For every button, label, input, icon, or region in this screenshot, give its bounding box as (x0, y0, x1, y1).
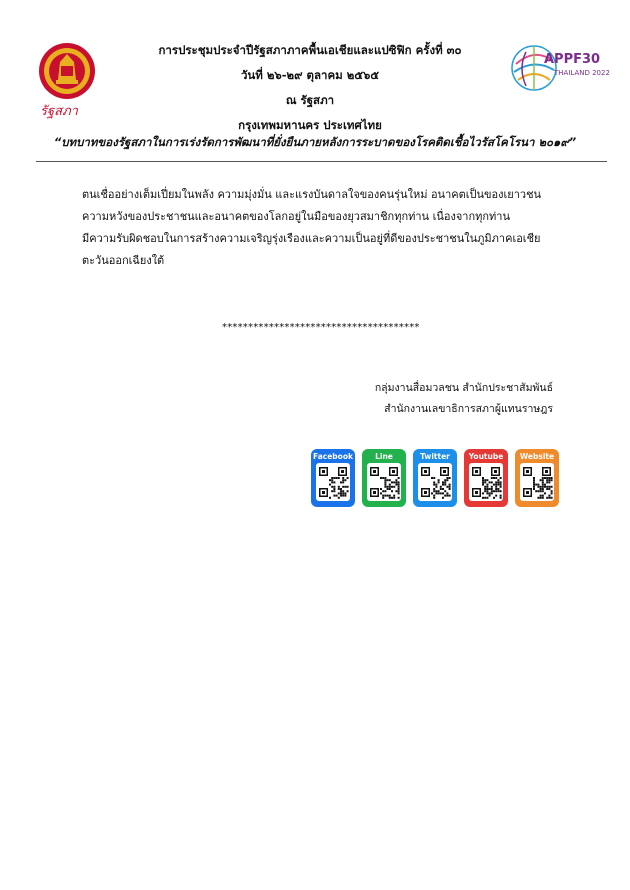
qr-code-row (311, 449, 561, 509)
appf30-brand-text: APPF30 (544, 52, 601, 67)
body-paragraph (82, 184, 562, 272)
qr-twitter[interactable] (413, 449, 457, 507)
header-venue: ณ รัฐสภา (285, 93, 335, 107)
qr-code-icon (520, 463, 554, 501)
parliament-logo-text: รัฐสภา (40, 104, 78, 119)
qr-label: Twitter (420, 452, 450, 461)
qr-label: Line (375, 452, 393, 461)
header-location: กรุงเทพมหานคร ประเทศไทย (238, 118, 382, 132)
body-line: ความหวังของประชาชนและอนาคตของโลกอยู่ในมือของยุวสมาชิกทุกท่าน เนื่องจากทุกท่าน (82, 210, 510, 223)
appf30-sub-text: THAILAND 2022 (554, 69, 610, 77)
body-line: มีความรับผิดชอบในการสร้างความเจริญรุ่งเรืองและความเป็นอยู่ที่ดีของประชาชนในภูมิภาคเอเชีย (82, 232, 541, 245)
header-title: การประชุมประจำปีรัฐสภาภาคพื้นเอเชียและแปซิฟิก ครั้งที่ ๓๐ (158, 43, 462, 57)
qr-code-icon (469, 463, 503, 501)
contact-department: กลุ่มงานสื่อมวลชน สำนักประชาสัมพันธ์ (374, 382, 553, 394)
qr-label: Website (519, 452, 555, 461)
header-dates: วันที่ ๒๖-๒๙ ตุลาคม ๒๕๖๕ (240, 68, 380, 82)
qr-label: Facebook (313, 452, 353, 461)
theme-heading: “บทบาทของรัฐสภาในการเร่งรัดการพัฒนาที่ยั่งยืนภายหลังการระบาดของโรคติดเชื้อไวรัสโคโรนา ๒๐๑๙” (53, 135, 577, 149)
body-line: ตนเชื่ออย่างเต็มเปี่ยมในพลัง ความมุ่งมั่น และแรงบันดาลใจของคนรุ่นใหม่ อนาคตเป็นของเยาวชน (82, 188, 542, 201)
qr-line[interactable] (362, 449, 406, 507)
body-line: ตะวันออกเฉียงใต้ (82, 254, 165, 267)
document-header (110, 38, 510, 138)
contact-block (375, 378, 553, 420)
qr-facebook[interactable] (311, 449, 355, 507)
qr-code-icon (418, 463, 452, 501)
parliament-logo (34, 40, 100, 120)
parliament-emblem-icon (34, 40, 100, 106)
qr-youtube[interactable] (464, 449, 508, 507)
qr-website[interactable] (515, 449, 559, 507)
globe-icon (508, 38, 566, 96)
qr-code-icon (316, 463, 350, 501)
qr-code-icon (367, 463, 401, 501)
separator-stars: ************************************** (222, 322, 420, 333)
divider-line (36, 161, 607, 162)
appf30-logo (508, 38, 610, 96)
contact-office: สำนักงานเลขาธิการสภาผู้แทนราษฎร (384, 403, 553, 415)
qr-label: Youtube (468, 452, 504, 461)
